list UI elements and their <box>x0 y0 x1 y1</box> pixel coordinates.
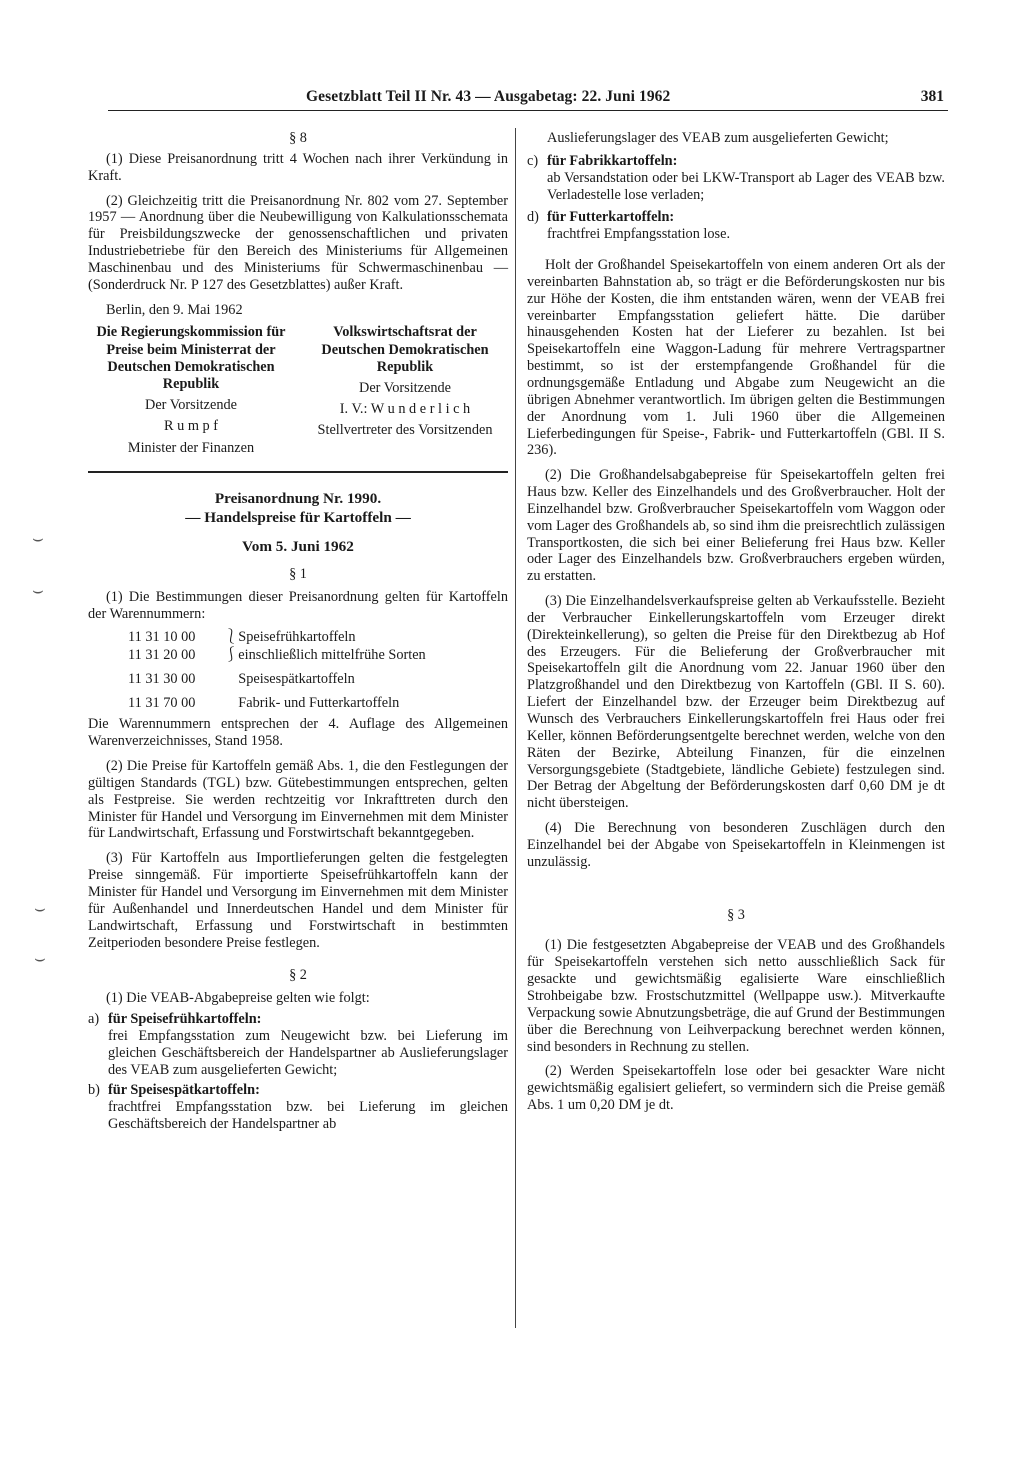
list-item <box>88 1011 508 1028</box>
signatory-org: Volkswirtschaftsrat der Deutschen Demokratischen Republik <box>321 324 489 375</box>
item-code: 11 31 10 00 <box>128 629 196 646</box>
list-title: für Futterkartoffeln: <box>547 209 675 226</box>
item-code: 11 31 20 00 <box>128 647 196 664</box>
ordinance-subtitle: — Handelspreise für Kartoffeln — <box>185 508 411 526</box>
section-heading: § 1 <box>289 565 307 582</box>
paragraph: (1) Diese Preisanordnung tritt 4 Wochen nach ihrer Verkündung in Kraft. <box>88 150 508 184</box>
list-item <box>527 209 945 226</box>
list-title: für Speisefrühkartoffeln: <box>108 1011 262 1028</box>
brace-glyph: ⎰ <box>224 647 239 664</box>
signatory-org: Die Regierungskommission für Preise beim Ministerrat der Deutschen Demokratischen Republik <box>96 324 286 393</box>
table-row <box>128 664 426 688</box>
signatory-role: Der Vorsitzende <box>145 397 237 414</box>
ordinance-title: Preisanordnung Nr. 1990. <box>214 489 382 507</box>
page-number: 381 <box>920 88 944 105</box>
signatory-name: I. V.: W u n d e r l i c h <box>339 401 471 418</box>
margin-mark: ⌣ <box>32 580 44 601</box>
signatory-title: Stellvertreter des Vorsitzenden <box>317 422 493 439</box>
item-label: Speisefrühkartoffeln <box>238 629 356 646</box>
paragraph: Holt der Großhandel Speisekartoffeln von einem anderen Ort als der vereinbarten Bahnstation ab, so trägt er die Beförderungskosten nur bis zur Höhe der Kosten, die ihm entstanden wären, wenn der VEAB frei vereinbarter Empfangsstation geliefert hätte. Die darüber hinausgehenden Kosten hat der Lieferer zu bezahlen. Ist bei Speisekartoffeln eine Waggon-Ladung für mehrere Vertragspartner bestimmt, so ist der erstempfangende Großhandel für die ordnungsgemäße Entladung und Abgabe zum Neugewicht an die übrigen Abnehmer verantwortlich. Im übrigen gelten die Bestimmungen der Anordnung vom 1. Juli 1960 über die Allgemeinen Lieferbedingungen für Speise-, Fabrik- und Futterkartoffeln (GBl. II S. 236). <box>527 257 945 459</box>
section-rule <box>88 471 508 473</box>
ordinance-date: Vom 5. Juni 1962 <box>242 537 354 555</box>
item-code: 11 31 30 00 <box>128 671 196 688</box>
table-row <box>128 628 426 646</box>
paragraph: (3) Die Einzelhandelsverkaufspreise gelten ab Verkaufsstelle. Bezieht der Verbraucher Einkellerungskartoffeln vom Erzeuger direkt (Direkteinkellerung), so gelten die Preise für den Direktbezug ab Hof des Erzeugers. Für die Belieferung der Großverbraucher mit Speisekartoffeln gilt die Anordnung vom 22. Januar 1960 über den Platzgroßhandel und den Direktbezug von Kartoffeln (GBl. II S. 60). Liefert der Einzelhandel bzw. der Erzeuger beim Direktbezug auf Wunsch des Verbrauchers Einkellerungskartoffeln frei Haus oder frei Keller, können Beförderungsentgelte berechnet werden, welche von den Räten der Bezirke, Abteilung Finanzen, für die einzelnen Versorgungsgebiete (Stadtgebiete, ländliche Gebiete) festzulegen sind. Der Betrag der Abgeltung der Beförderungskosten darf 0,60 DM je dt nicht übersteigen. <box>527 593 945 812</box>
signatory-name: R u m p f <box>163 418 218 435</box>
item-label: Fabrik- und Futterkartoffeln <box>238 695 400 712</box>
margin-mark: ⌣ <box>34 898 46 919</box>
section-heading: § 3 <box>727 906 745 923</box>
list-title: für Fabrikkartoffeln: <box>547 152 678 169</box>
column-divider <box>515 128 516 1328</box>
margin-mark: ⌣ <box>32 528 44 549</box>
table-row <box>128 646 426 664</box>
section-heading: § 2 <box>289 967 307 984</box>
signature-block <box>88 324 508 456</box>
table-row <box>128 688 426 712</box>
paragraph: (4) Die Berechnung von besonderen Zuschlägen durch den Einzelhandel bei der Abgabe von Speisekartoffeln in Kleinmengen ist unzulässig. <box>527 820 945 870</box>
page-header <box>108 88 948 111</box>
list-title: für Speisespätkartoffeln: <box>108 1082 260 1099</box>
paragraph: Auslieferungslager des VEAB zum ausgelieferten Gewicht; <box>547 130 889 146</box>
signatory-left <box>88 324 294 456</box>
list-item <box>88 1082 508 1099</box>
right-column <box>527 130 945 1114</box>
left-column <box>88 130 508 1133</box>
paragraph: (2) Werden Speisekartoffeln lose oder bei gesackter Ware nicht gewichtsmäßig egalisiert geliefert, so vermindern sich die Preise gemäß Abs. 1 um 0,20 DM je dt. <box>527 1063 945 1114</box>
margin-mark: ⌣ <box>34 948 46 969</box>
brace-glyph: ⎱ <box>224 629 239 646</box>
paragraph: frachtfrei Empfangsstation bzw. bei Lieferung im gleichen Geschäftsbereich der Handelspartner ab <box>108 1099 508 1133</box>
item-number-table <box>128 628 426 712</box>
paragraph: frei Empfangsstation zum Neugewicht bzw. bei Lieferung im gleichen Geschäftsbereich der Handelspartner ab Auslieferungslager des VEAB zum ausgelieferten Gewicht; <box>108 1027 508 1078</box>
paragraph: (2) Die Preise für Kartoffeln gemäß Abs. 1, die den Festlegungen der gültigen Standards (TGL) bzw. Gütebestimmungen entsprechen, gelten als Festpreise. Sie werden rechtzeitig vor Inkrafttreten durch den Minister für Handel und Versorgung im Einvernehmen mit dem Minister für Landwirtschaft, Erfassung und Forstwirtschaft bekanntgegeben. <box>88 758 508 842</box>
brace-glyph <box>224 688 238 712</box>
paragraph: frachtfrei Empfangsstation lose. <box>547 226 731 243</box>
section-heading: § 8 <box>289 130 307 146</box>
paragraph: (2) Gleichzeitig tritt die Preisanordnung Nr. 802 vom 27. September 1957 — Anordnung über die Neubewilligung von Kalkulationsschemata für Preisbildungszwecke der genossenschaftlichen und privaten Industriebetriebe für den Bereich des Ministeriums für Allgemeinen Maschinenbau und des Ministeriums für Schwermaschinenbau — (Sonderdruck Nr. P 127 des Gesetzblattes) außer Kraft. <box>88 192 508 293</box>
list-label: d) <box>527 209 539 226</box>
list-label: b) <box>88 1082 100 1099</box>
item-code: 11 31 70 00 <box>128 695 196 712</box>
paragraph: (1) Die Bestimmungen dieser Preisanordnung gelten für Kartoffeln der Warennummern: <box>88 588 508 622</box>
paragraph: ab Versandstation oder bei LKW-Transport ab Lager des VEAB bzw. Verladestelle lose verladen; <box>547 169 945 203</box>
brace-glyph <box>224 664 238 688</box>
paragraph: (3) Für Kartoffeln aus Importlieferungen gelten die festgelegten Preise sinngemäß. Für importierte Speisefrühkartoffeln kann der Minister für Handel und Versorgung im Einvernehmen mit dem Minister für Außenhandel und Innerdeutschen Handel und dem Minister für Landwirtschaft, Erfassung und Forstwirtschaft in bestimmten Zeitperioden besondere Preise festlegen. <box>88 850 508 951</box>
paragraph: (1) Die VEAB-Abgabepreise gelten wie folgt: <box>106 990 370 1007</box>
item-label: Speisespätkartoffeln <box>238 671 355 688</box>
paragraph: Die Warennummern entsprechen der 4. Auflage des Allgemeinen Warenverzeichnisses, Stand 1958. <box>88 716 508 750</box>
header-title: Gesetzblatt Teil II Nr. 43 — Ausgabetag: 22. Juni 1962 <box>306 88 671 105</box>
paragraph: (2) Die Großhandelsabgabepreise für Speisekartoffeln gelten frei Haus bzw. Keller des Einzelhandels und des Großverbraucher. Holt der Einzelhandel bzw. Großverbraucher Speisekartoffeln vom Waggon oder vom Lager des Großhandels ab, so sind ihm die preisrechtlich zulässigen Transportkosten, die sich bei einer Belieferung frei Haus bzw. Keller oder Lager des Einzelhandels bzw. Großverbrauchers ergeben würden, zu erstatten. <box>527 467 945 585</box>
place-date: Berlin, den 9. Mai 1962 <box>106 301 243 318</box>
signatory-role: Der Vorsitzende <box>359 380 451 397</box>
list-item <box>527 153 945 170</box>
signatory-right <box>302 324 508 456</box>
signatory-title: Minister der Finanzen <box>127 439 255 456</box>
item-label: einschließlich mittelfrühe Sorten <box>238 647 426 664</box>
list-label: c) <box>527 152 539 169</box>
list-label: a) <box>88 1011 100 1028</box>
paragraph: (1) Die festgesetzten Abgabepreise der VEAB und des Großhandels für Speisekartoffeln verstehen sich netto ausschließlich Sack für gesackte und gewichtsmäßig egalisierte Ware einschließlich Strohbeigabe bzw. Frostschutzmittel (Wellpappe usw.). Mitverkaufte Verpackung sowie Abnutzungsbeträge, die auf Grund der Bestimmungen über die Berechnung von Leihverpackung berechnet werden können, sind besonders in Rechnung zu stellen. <box>527 937 945 1055</box>
